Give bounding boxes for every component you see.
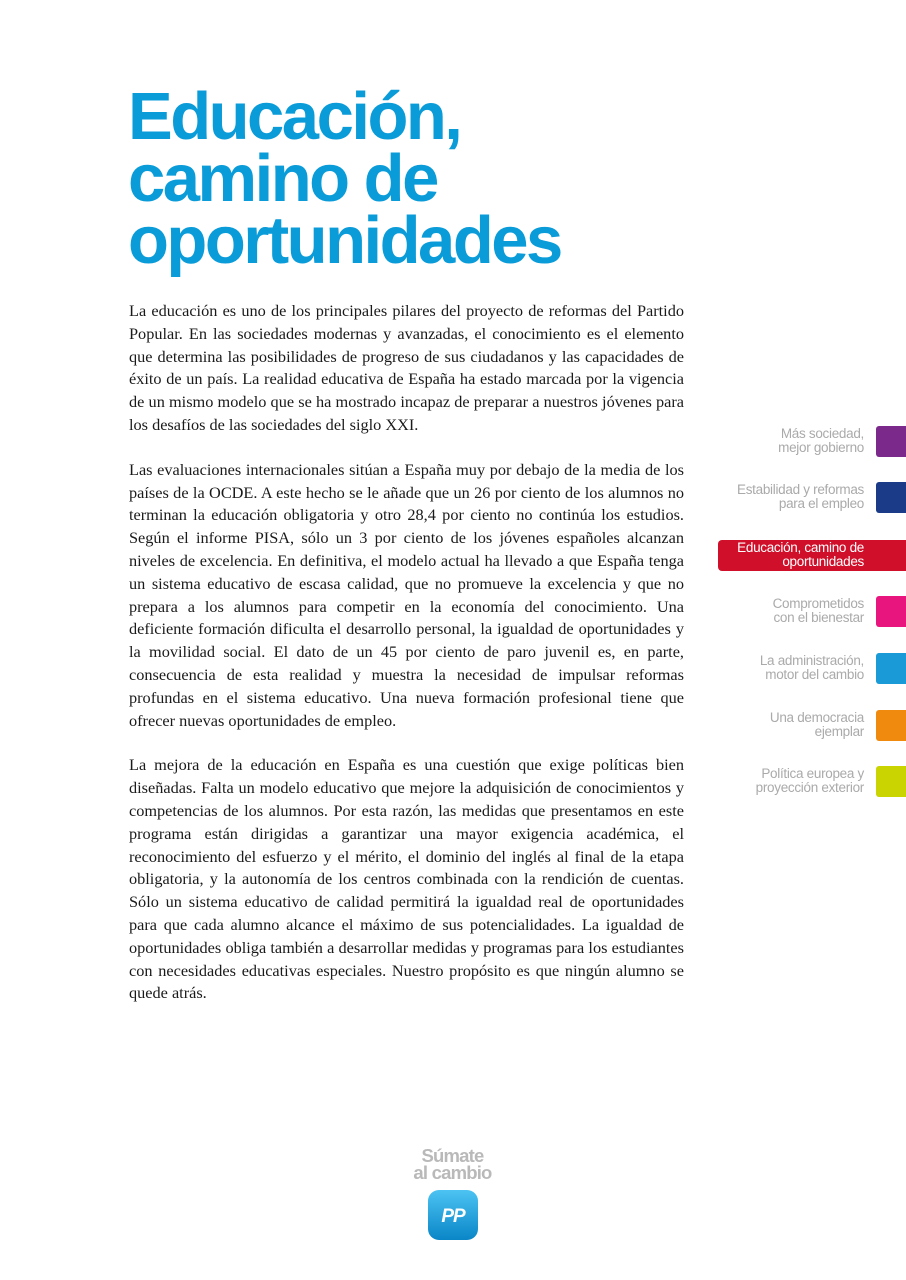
- body-text: [129, 300, 684, 1027]
- nav-label: Una democracia ejemplar: [769, 710, 864, 739]
- nav-item-administracion[interactable]: [706, 653, 906, 685]
- nav-color-swatch: [876, 596, 906, 627]
- nav-item-mas-sociedad[interactable]: [706, 426, 906, 458]
- nav-label: Política europea y proyección exterior: [755, 766, 864, 795]
- nav-label: Estabilidad y reformas para el empleo: [737, 482, 864, 511]
- nav-item-educacion[interactable]: [718, 540, 906, 571]
- nav-color-swatch: [876, 426, 906, 457]
- page-title: [128, 79, 688, 278]
- nav-label: La administración, motor del cambio: [759, 653, 864, 682]
- nav-color-swatch: [876, 766, 906, 797]
- pp-logo: [427, 1189, 479, 1241]
- title-line: camino de: [128, 141, 437, 216]
- logo-text: PP: [440, 1206, 465, 1227]
- paragraph: Las evaluaciones internacionales sitúan a España muy por debajo de la media de los países de la OCDE. A este hecho se le añade que un 26 por ciento de los alumnos no terminan la educación obligatoria y otro 28,4 por ciento no continúa los estudios. Según el informe PISA, sólo un 3 por ciento de los jóvenes españoles alcanzan niveles de excelencia. En definitiva, el modelo actual ha llevado a que España tenga un sistema educativo de escasa calidad, que no promueve la excelencia y que no prepara a los alumnos para competir en la economía del conocimiento. Una deficiente formación dificulta el desarrollo personal, la igualdad de oportunidades y la movilidad social. El dato de un 45 por ciento de paro juvenil es, en parte, consecuencia de esta realidad y muestra la necesidad de impulsar reformas profundas en el sistema educativo. Una nueva formación profesional tiene que ofrecer nuevas oportunidades de empleo.: [129, 459, 684, 730]
- title-line: Educación,: [128, 79, 461, 154]
- nav-item-estabilidad[interactable]: [706, 482, 906, 514]
- nav-color-swatch: [876, 653, 906, 684]
- nav-color-swatch: [876, 710, 906, 741]
- nav-color-swatch: [876, 482, 906, 513]
- slogan: Súmate al cambio: [413, 1145, 492, 1183]
- footer-brand: [400, 1147, 505, 1241]
- nav-label: Más sociedad, mejor gobierno: [778, 426, 864, 455]
- title-line: oportunidades: [128, 203, 561, 278]
- paragraph: La mejora de la educación en España es una cuestión que exige políticas bien diseñadas. Falta un modelo educativo que mejore la adquisición de conocimientos y competencias de los alumnos. Por esta razón, las medidas que presentamos en este programa están dirigidas a garantizar una mayor exigencia académica, el reconocimiento del esfuerzo y el mérito, el dominio del inglés al final de la etapa obligatoria, y la autonomía de los centros combinada con la rendición de cuentas. Sólo un sistema educativo de calidad permitirá la igualdad real de oportunidades para que cada alumno alcance el máximo de sus potencialidades. La igualdad de oportunidades obliga también a desarrollar medidas y programas para los estudiantes con necesidades educativas especiales. Nuestro propósito es que ningún alumno se quede atrás.: [129, 755, 684, 1003]
- nav-item-politica-europea[interactable]: [706, 766, 906, 798]
- nav-item-democracia[interactable]: [706, 710, 906, 742]
- paragraph: La educación es uno de los principales pilares del proyecto de reformas del Partido Popular. En las sociedades modernas y avanzadas, el conocimiento es el elemento que determina las posibilidades de progreso de sus ciudadanos y las capacidades de éxito de un país. La realidad educativa de España ha estado marcada por la vigencia de un mismo modelo que se ha mostrado incapaz de preparar a nuestros jóvenes para los desafíos de las sociedades del siglo XXI.: [129, 301, 684, 434]
- nav-item-comprometidos[interactable]: [706, 596, 906, 628]
- nav-label: Educación, camino de oportunidades: [737, 540, 864, 569]
- nav-label: Comprometidos con el bienestar: [772, 596, 864, 625]
